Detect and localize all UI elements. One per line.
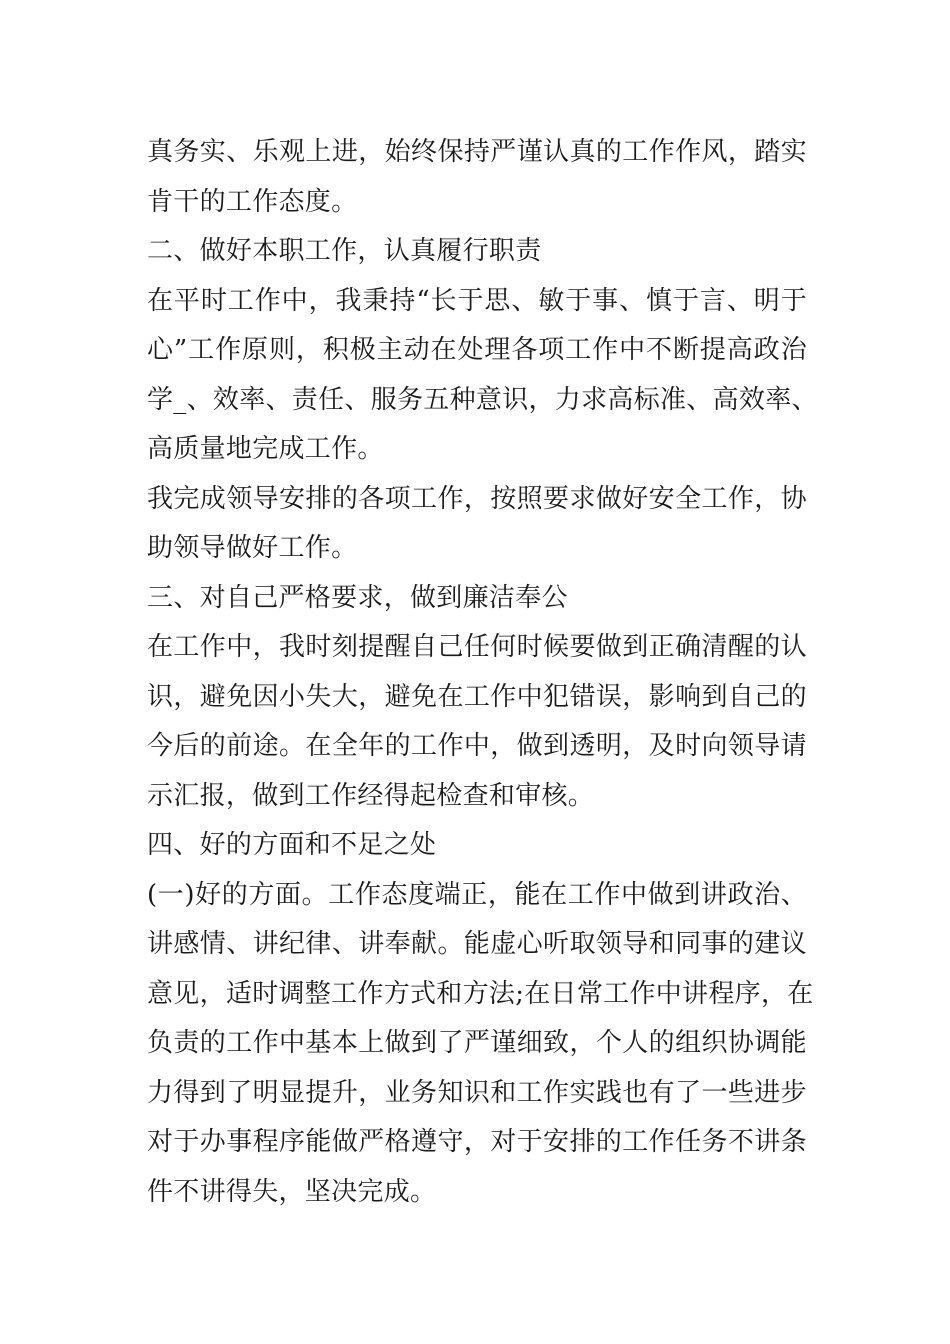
text-line: 学_、效率、责任、服务五种意识，力求高标准、高效率、 — [147, 384, 818, 415]
text-line: 负责的工作中基本上做到了严谨细致，个人的组织协调能 — [147, 1028, 807, 1058]
text-line: 我完成领导安排的各项工作，按照要求做好安全工作，协 — [147, 483, 807, 514]
text-line: 肯干的工作态度。 — [147, 186, 358, 217]
text-line: 心”工作原则，积极主动在处理各项工作中不断提高政治 — [147, 335, 807, 365]
text-line: 高质量地完成工作。 — [147, 434, 384, 464]
text-line: 助领导做好工作。 — [147, 533, 358, 563]
text-line: 示汇报，做到工作经得起检查和审核。 — [147, 780, 595, 811]
text-line: 真务实、乐观上进，始终保持严谨认真的工作作风，踏实 — [147, 137, 807, 167]
text-line: (一)好的方面。工作态度端正，能在工作中做到讲政治、 — [147, 879, 807, 910]
document-body — [147, 128, 818, 1217]
text-line: 讲感情、讲纪律、讲奉献。能虚心听取领导和同事的建议 — [147, 929, 807, 959]
section-heading: 二、做好本职工作，认真履行职责 — [147, 236, 542, 266]
text-line: 件不讲得失，坚决完成。 — [147, 1176, 437, 1207]
text-line: 力得到了明显提升，业务知识和工作实践也有了一些进步 — [147, 1077, 807, 1108]
text-line: 在工作中，我时刻提醒自己任何时候要做到正确清醒的认 — [147, 632, 807, 662]
section-heading: 四、好的方面和不足之处 — [147, 830, 437, 860]
text-line: 识，避免因小失大，避免在工作中犯错误，影响到自己的 — [147, 681, 807, 712]
text-line: 在平时工作中，我秉持“长于思、敏于事、慎于言、明于 — [147, 285, 807, 316]
section-heading: 三、对自己严格要求，做到廉洁奉公 — [147, 582, 568, 613]
text-line: 今后的前途。在全年的工作中，做到透明，及时向领导请 — [147, 731, 807, 761]
text-line: 意见，适时调整工作方式和方法;在日常工作中讲程序，在 — [147, 978, 814, 1009]
text-line: 对于办事程序能做严格遵守，对于安排的工作任务不讲条 — [147, 1127, 807, 1157]
